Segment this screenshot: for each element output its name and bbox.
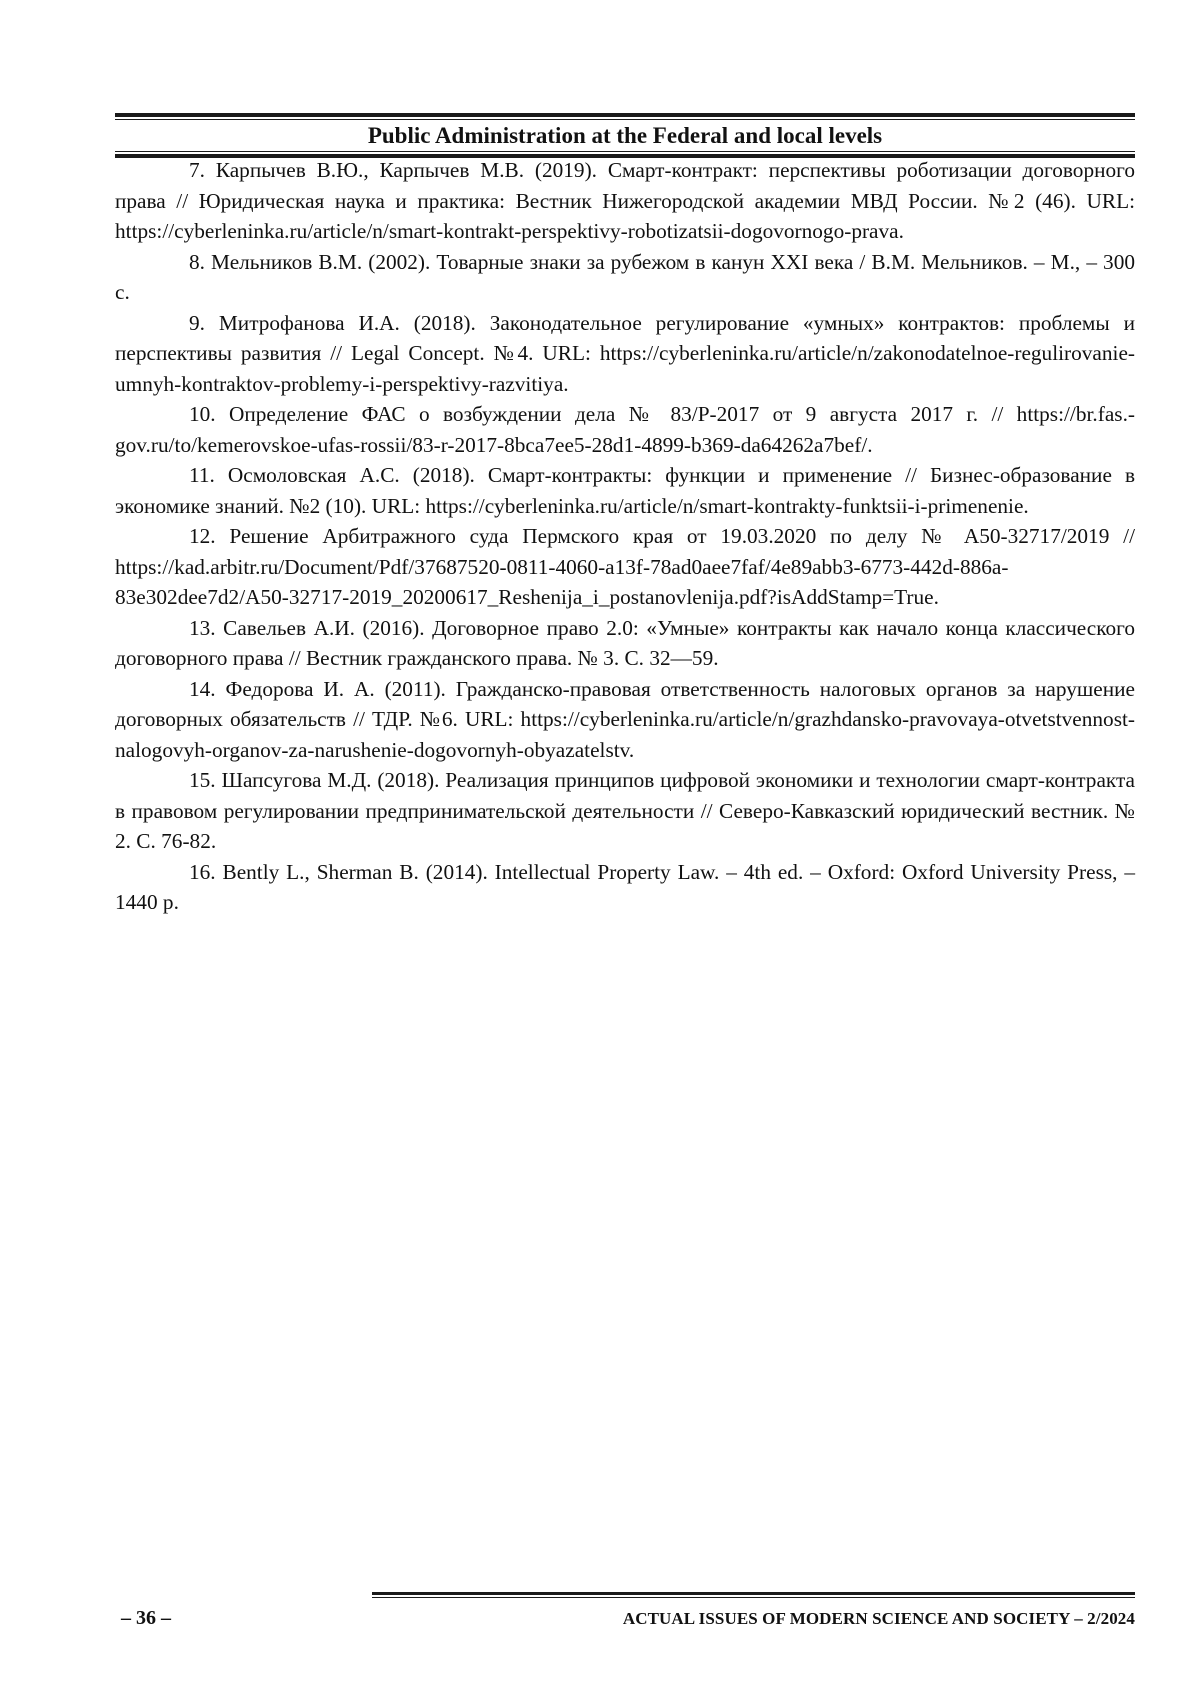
journal-name-footer: ACTUAL ISSUES OF MODERN SCIENCE AND SOCIETY – 2/2024 (622, 1609, 1135, 1628)
reference-list (115, 155, 1135, 918)
reference-item-15: 15. Шапсугова М.Д. (2018). Реализация принципов цифровой экономики и технологии смарт-контракта в правовом регулировании предпринимательской деятельности // Северо-Кавказский юридический вестник. № 2. С. 76-82. (115, 768, 1135, 853)
reference-item-13: 13. Савельев А.И. (2016). Договорное право 2.0: «Умные» контракты как начало конца классического договорного права // Вестник гражданского права. № 3. С. 32—59. (115, 615, 1135, 670)
footer-rule-thin (372, 1597, 1135, 1598)
reference-item-8: 8. Мельников В.М. (2002). Товарные знаки за рубежом в канун XXI века / В.М. Мельников. – М., – 300 с. (115, 249, 1135, 304)
running-header (115, 113, 1135, 158)
reference-item-14: 14. Федорова И. А. (2011). Гражданско-правовая ответственность налоговых органов за нарушение договорных обязательств // ТДР. №6. URL: https://cyberleninka.ru/article/n/grazhdansko-pravovaya-otvetstvennost-nalogovyh-organov-za-narushenie-dogovornyh-obyazatelstv. (115, 676, 1135, 762)
reference-item-16: 16. Bently L., Sherman B. (2014). Intellectual Property Law. – 4th ed. – Oxford: Oxford University Press, – 1440 p. (115, 859, 1135, 914)
reference-item-12: 12. Решение Арбитражного суда Пермского края от 19.03.2020 по делу № А50-32717/2019 // https://kad.arbitr.ru/Document/Pdf/37687520-0811-4060-a13f-78ad0aee7faf/4e89abb3-6773-442d-886a-83e302dee7d2/A50-32717-2019_20200617_Reshenija_i_postanovlenija.pdf?isAddStamp=True. (115, 524, 1135, 609)
footer-rule (372, 1592, 1135, 1598)
reference-item-11: 11. Осмоловская А.С. (2018). Смарт-контракты: функции и применение // Бизнес-образование в экономике знаний. №2 (10). URL: https://cyberleninka.ru/article/n/smart-kontrakty-funktsii-i-primenenie. (115, 463, 1135, 518)
header-rule-bottom-thin (115, 151, 1135, 152)
reference-item-7: 7. Карпычев В.Ю., Карпычев М.В. (2019). Смарт-контракт: перспективы роботизации договорного права // Юридическая наука и практика: Вестник Нижегородской академии МВД России. №2 (46). URL: https://cyberleninka.ru/article/n/smart-kontrakt-perspektivy-robotizatsii-dogovornogo-prava. (115, 158, 1135, 243)
footer-rule-thick (372, 1592, 1135, 1595)
reference-item-9: 9. Митрофанова И.А. (2018). Законодательное регулирование «умных» контрактов: проблемы и перспективы развития // Legal Concept. №4. URL: https://cyberleninka.ru/article/n/zakonodatelnoe-regulirovanie-umnyh-kontraktov-problemy-i-perspektivy-razvitiya. (115, 310, 1135, 396)
reference-item-10: 10. Определение ФАС о возбуждении дела № 83/Р-2017 от 9 августа 2017 г. // https://br.fas.gov.ru/to/kemerovskoe-ufas-rossii/83-r-2017-8bca7ee5-28d1-4899-b369-da64262a7bef/. (115, 402, 1135, 457)
header-rule-top-thick (115, 113, 1135, 117)
section-title: Public Administration at the Federal and local levels (367, 123, 883, 148)
page-number: – 36 – (121, 1607, 171, 1629)
